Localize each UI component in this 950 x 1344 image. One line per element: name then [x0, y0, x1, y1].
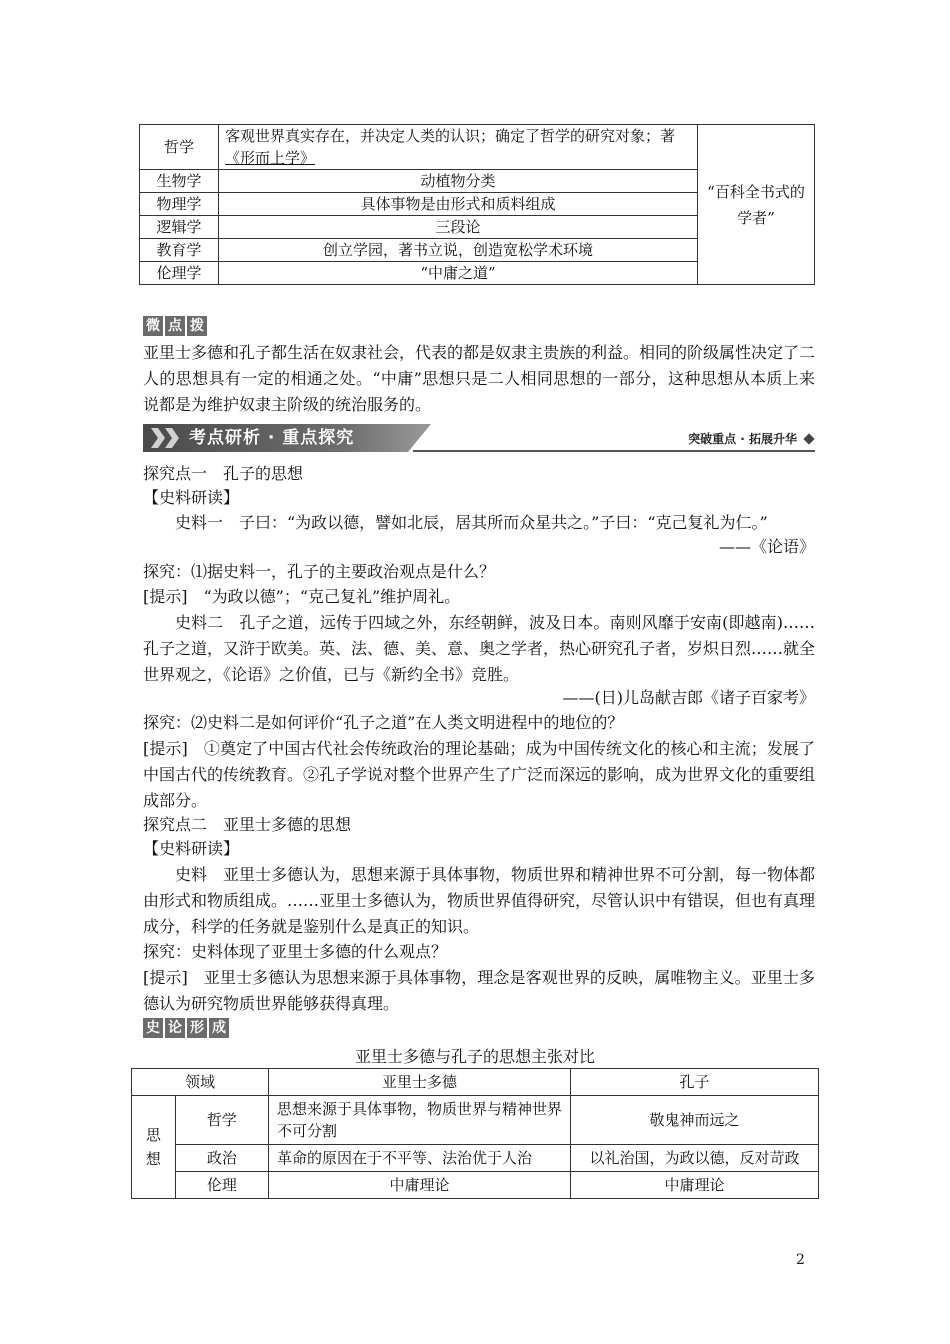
- point2-heading: 探究点二 亚里士多德的思想: [143, 815, 352, 834]
- banner-title: 考点研析 · 重点探究: [189, 428, 355, 448]
- header-confucius: 孔子: [571, 1069, 819, 1096]
- badge-char: 微: [143, 316, 163, 336]
- field-cell: 教育学: [140, 239, 219, 262]
- confucius-cell: 敬鬼神而远之: [571, 1096, 819, 1145]
- book-title: 《形而上学》: [225, 149, 316, 167]
- content-cell: 创立学园，著书立说，创造宽松学术环境: [219, 239, 698, 262]
- table-row: [132, 1145, 819, 1172]
- table-row: [140, 125, 815, 170]
- content-cell: [219, 125, 698, 170]
- group-label-text: 思想: [145, 1126, 161, 1168]
- badge-char: 点: [165, 316, 185, 336]
- header-aristotle: 亚里士多德: [269, 1069, 571, 1096]
- table-header-row: [132, 1069, 819, 1096]
- point1-answer2: [提示] ①奠定了中国古代社会传统政治的理论基础；成为中国传统文化的核心和主流；发展了中国古代的传统教育。②孔子学说对整个世界产生了广泛而深远的影响，成为世界文化的重要组成部分。: [143, 739, 816, 810]
- sub-field: 哲学: [175, 1096, 268, 1145]
- page-number: 2: [796, 1252, 805, 1268]
- point1-question1: 探究：⑴据史料一，孔子的主要政治观点是什么？: [143, 562, 496, 581]
- point2-answer: [提示] 亚里士多德认为思想来源于具体事物，理念是客观世界的反映，属唯物主义。亚里士多德认为研究物质世界能够获得真理。: [143, 968, 815, 1013]
- aristotle-cell: 中庸理论: [269, 1172, 571, 1199]
- sub-field: 政治: [175, 1145, 268, 1172]
- tip-text: 亚里士多德和孔子都生活在奴隶社会，代表的都是奴隶主贵族的利益。相同的阶级属性决定了二人的思想具有一定的相通之处。“中庸”思想只是二人相同思想的一部分，这种思想从本质上来说都是为维护奴隶主阶级的统治服务的。: [143, 343, 816, 414]
- point1-answer1: [提示] “为政以德”；“克己复礼”维护周礼。: [143, 587, 461, 606]
- point1-reading-label: 【史料研读】: [143, 488, 240, 507]
- confucius-cell: 以礼治国，为政以德，反对苛政: [571, 1145, 819, 1172]
- banner-rule: [413, 450, 815, 452]
- field-cell: 逻辑学: [140, 216, 219, 239]
- badge-char: 史: [143, 1018, 163, 1038]
- aristotle-cell: 革命的原因在于不平等、法治优于人治: [269, 1145, 571, 1172]
- point1-question2: 探究：⑵史料二是如何评价“孔子之道”在人类文明进程中的地位的？: [143, 713, 624, 732]
- content-text: 客观世界真实存在，并决定人类的认识；确定了哲学的研究对象；著: [225, 127, 676, 145]
- field-cell: 哲学: [140, 125, 219, 170]
- content-cell: 三段论: [219, 216, 698, 239]
- badge-char: 成: [209, 1018, 229, 1038]
- point1-source2-cite: ——(日)儿岛献吉郎《诸子百家考》: [562, 688, 815, 707]
- field-cell: 物理学: [140, 193, 219, 216]
- table-row: [132, 1096, 819, 1145]
- comparison-table: [131, 1068, 819, 1199]
- confucius-cell: 中庸理论: [571, 1172, 819, 1199]
- point1-source1-cite: ——《论语》: [718, 537, 815, 556]
- aristotle-cell: 思想来源于具体事物，物质世界与精神世界不可分割: [269, 1096, 571, 1145]
- content-cell: 动植物分类: [219, 170, 698, 193]
- summary-badge: [143, 1018, 229, 1038]
- point1-source1: 史料一 子曰：“为政以德，譬如北辰，居其所而众星共之。”子曰：“克己复礼为仁。”: [175, 513, 768, 532]
- field-cell: 生物学: [140, 170, 219, 193]
- group-label: [132, 1096, 176, 1199]
- comparison-table-title: 亚里士多德与孔子的思想主张对比: [354, 1047, 595, 1066]
- header-field: 领域: [132, 1069, 269, 1096]
- side-note-cell: “百科全书式的学者”: [698, 125, 815, 285]
- point1-source2: 史料二 孔子之道，远传于四域之外，东经朝鲜，波及日本。南则风靡于安南(即越南)……孔子之道，又浒于欧美。英、法、德、美、意、奥之学者，热心研究孔子者，岁炽日烈……就全世界观之，《论语》之价值，已与《新约全书》竞胜。: [143, 613, 816, 684]
- tip-badge: [143, 316, 207, 336]
- banner-subtitle: 突破重点 · 拓展升华: [688, 432, 797, 446]
- table-row: [132, 1172, 819, 1199]
- point1-heading: 探究点一 孔子的思想: [143, 464, 304, 483]
- point2-source: 史料 亚里士多德认为，思想来源于具体事物，物质世界和精神世界不可分割，每一物体都由形式和物质组成。……亚里士多德认为，物质世界值得研究，尽管认识中有错误，但也有真理成分，科学的任务就是鉴别什么是真正的知识。: [143, 865, 816, 936]
- point2-question: 探究：史料体现了亚里士多德的什么观点？: [143, 942, 448, 961]
- section-banner: [143, 424, 815, 454]
- point2-reading-label: 【史料研读】: [143, 839, 240, 858]
- diamond-icon: [803, 433, 814, 444]
- badge-char: 论: [165, 1018, 185, 1038]
- aristotle-achievements-table: [139, 124, 815, 285]
- sub-field: 伦理: [175, 1172, 268, 1199]
- badge-char: 拨: [187, 316, 207, 336]
- content-cell: 具体事物是由形式和质料组成: [219, 193, 698, 216]
- badge-char: 形: [187, 1018, 207, 1038]
- field-cell: 伦理学: [140, 262, 219, 285]
- content-cell: “中庸之道”: [219, 262, 698, 285]
